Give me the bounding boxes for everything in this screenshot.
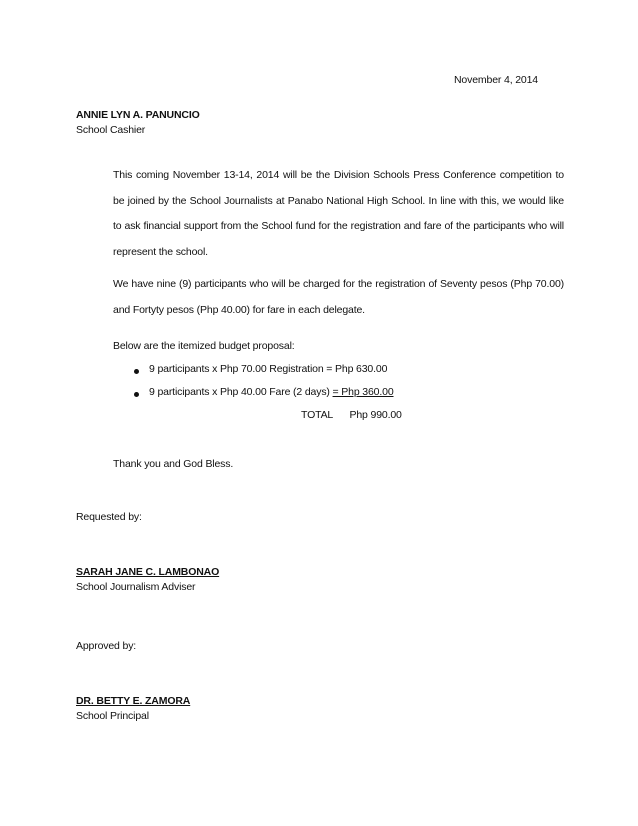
budget-item-1-amount: = Php 630.00 <box>326 363 388 375</box>
body-paragraph-1-text: This coming November 13-14, 2014 will be the Division Schools Press Conference competition to be joined by the School Journalists at Panabo National High School. In line with this, we would like to ask financial support from the School fund for the registration and fare of the participants who will represent the school. <box>113 169 564 258</box>
budget-item-2-text: 9 participants x Php 40.00 Fare (2 days) <box>149 386 330 398</box>
budget-item-1-text: 9 participants x Php 70.00 Registration <box>149 363 324 375</box>
requested-label: Requested by: <box>76 511 142 523</box>
budget-item-1 <box>149 363 387 375</box>
body-paragraph-2-text: We have nine (9) participants who will be charged for the registration of Seventy pesos (Php 70.00) and Fortyty pesos (Php 40.00) for fare in each delegate. <box>113 278 564 316</box>
body-paragraph-2 <box>76 272 564 323</box>
requested-title: School Journalism Adviser <box>76 581 196 593</box>
budget-total-amount: Php 990.00 <box>349 409 402 421</box>
letter-date: November 4, 2014 <box>454 74 538 86</box>
approved-title: School Principal <box>76 710 149 722</box>
budget-item-2-amount: = Php 360.00 <box>332 386 394 398</box>
recipient-name: ANNIE LYN A. PANUNCIO <box>76 109 200 121</box>
bullet-icon <box>134 392 139 397</box>
requested-name: SARAH JANE C. LAMBONAO <box>76 566 220 578</box>
recipient-title: School Cashier <box>76 124 146 136</box>
budget-total <box>301 409 402 421</box>
budget-item-2 <box>149 386 394 398</box>
body-paragraph-1 <box>76 163 564 265</box>
approved-label: Approved by: <box>76 640 137 652</box>
approved-name: DR. BETTY E. ZAMORA <box>76 695 191 707</box>
budget-intro: Below are the itemized budget proposal: <box>113 340 295 352</box>
bullet-icon <box>134 369 139 374</box>
closing-line: Thank you and God Bless. <box>113 458 234 470</box>
budget-total-label: TOTAL <box>301 409 333 421</box>
